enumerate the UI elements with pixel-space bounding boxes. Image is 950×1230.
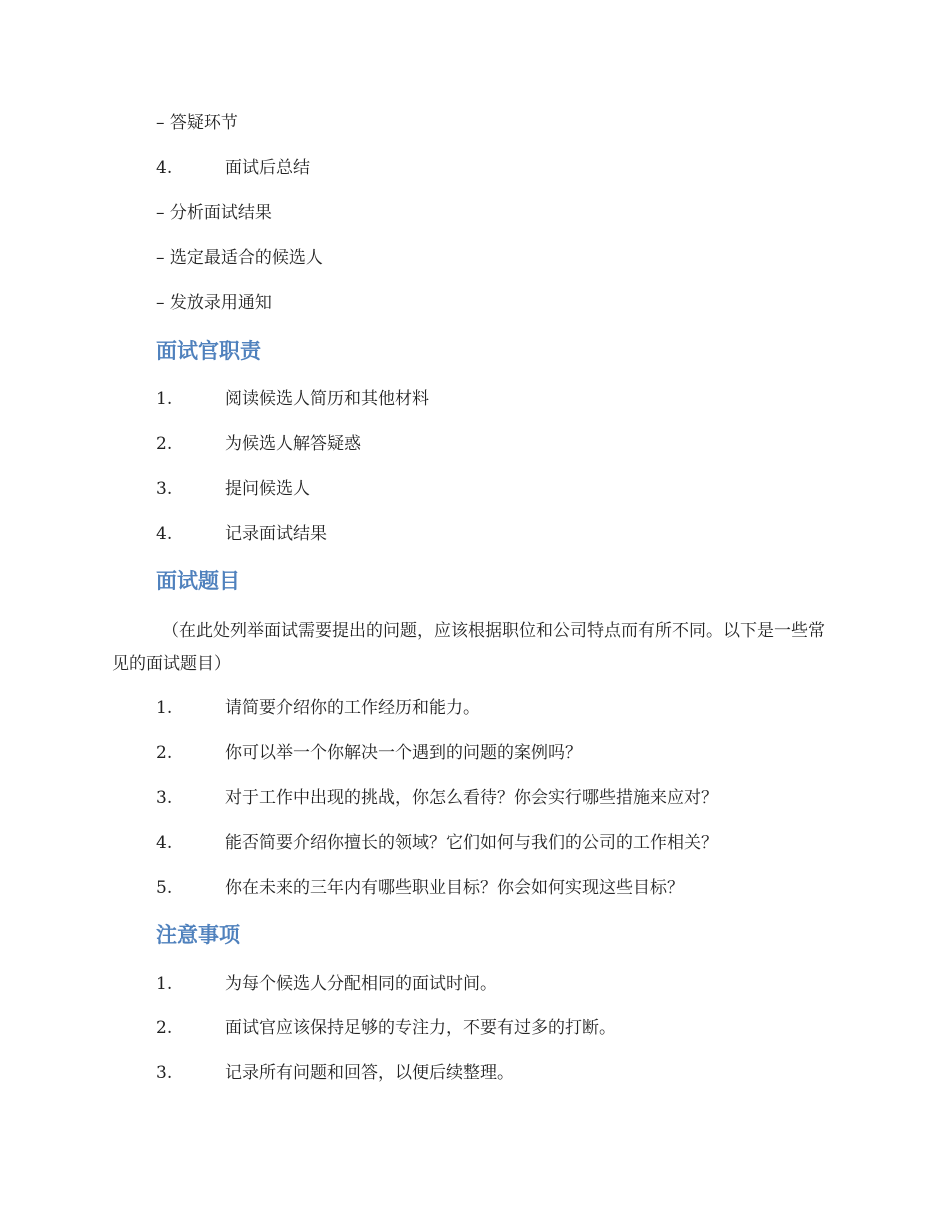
bullet-select-candidate: – 选定最适合的候选人	[156, 248, 323, 268]
section-heading-notes: 注意事项	[156, 923, 240, 947]
list-item	[156, 523, 836, 545]
list-text: 面试官应该保持足够的专注力，不要有过多的打断。	[225, 1018, 616, 1038]
bullet-qa-session: – 答疑环节	[156, 113, 238, 133]
questions-intro-paragraph: （在此处列举面试需要提出的问题，应该根据职位和公司特点而有所不同。以下是一些常见的面试题目）	[112, 621, 825, 674]
bullet-send-offer: – 发放录用通知	[156, 293, 272, 313]
list-item	[156, 742, 836, 764]
section-heading-duties: 面试官职责	[156, 339, 261, 363]
bullet-analyze-results: – 分析面试结果	[156, 203, 272, 223]
list-item	[156, 1017, 836, 1039]
list-item	[156, 973, 836, 995]
list-item-post-interview	[156, 157, 836, 179]
list-text: 面试后总结	[225, 158, 310, 178]
list-item	[156, 697, 836, 719]
list-number: 3.	[156, 788, 173, 808]
list-number: 4.	[156, 833, 173, 853]
list-number: 3.	[156, 1063, 173, 1083]
list-item	[156, 388, 836, 410]
list-text: 你可以举一个你解决一个遇到的问题的案例吗？	[225, 743, 582, 763]
list-text: 为每个候选人分配相同的面试时间。	[225, 974, 497, 994]
section-heading-questions: 面试题目	[156, 569, 240, 593]
list-text: 请简要介绍你的工作经历和能力。	[225, 698, 480, 718]
list-number: 2.	[156, 743, 173, 763]
list-number: 2.	[156, 1018, 173, 1038]
list-text: 能否简要介绍你擅长的领域？它们如何与我们的公司的工作相关？	[225, 833, 718, 853]
list-number: 1.	[156, 974, 173, 994]
list-text: 阅读候选人简历和其他材料	[225, 389, 429, 409]
list-item	[156, 433, 836, 455]
list-number: 1.	[156, 698, 173, 718]
list-text: 记录面试结果	[225, 524, 327, 544]
list-text: 你在未来的三年内有哪些职业目标？你会如何实现这些目标？	[225, 878, 684, 898]
list-text: 为候选人解答疑惑	[225, 434, 361, 454]
list-text: 提问候选人	[225, 479, 310, 499]
list-number: 2.	[156, 434, 173, 454]
list-text: 对于工作中出现的挑战，你怎么看待？你会实行哪些措施来应对？	[225, 788, 718, 808]
list-item	[156, 1062, 836, 1084]
list-number: 3.	[156, 479, 173, 499]
list-item	[156, 787, 836, 809]
list-item	[156, 877, 836, 899]
list-number: 4.	[156, 524, 173, 544]
list-text: 记录所有问题和回答，以便后续整理。	[225, 1063, 514, 1083]
list-item	[156, 478, 836, 500]
list-number: 1.	[156, 389, 173, 409]
list-number: 4.	[156, 158, 173, 178]
list-number: 5.	[156, 878, 173, 898]
list-item	[156, 832, 836, 854]
